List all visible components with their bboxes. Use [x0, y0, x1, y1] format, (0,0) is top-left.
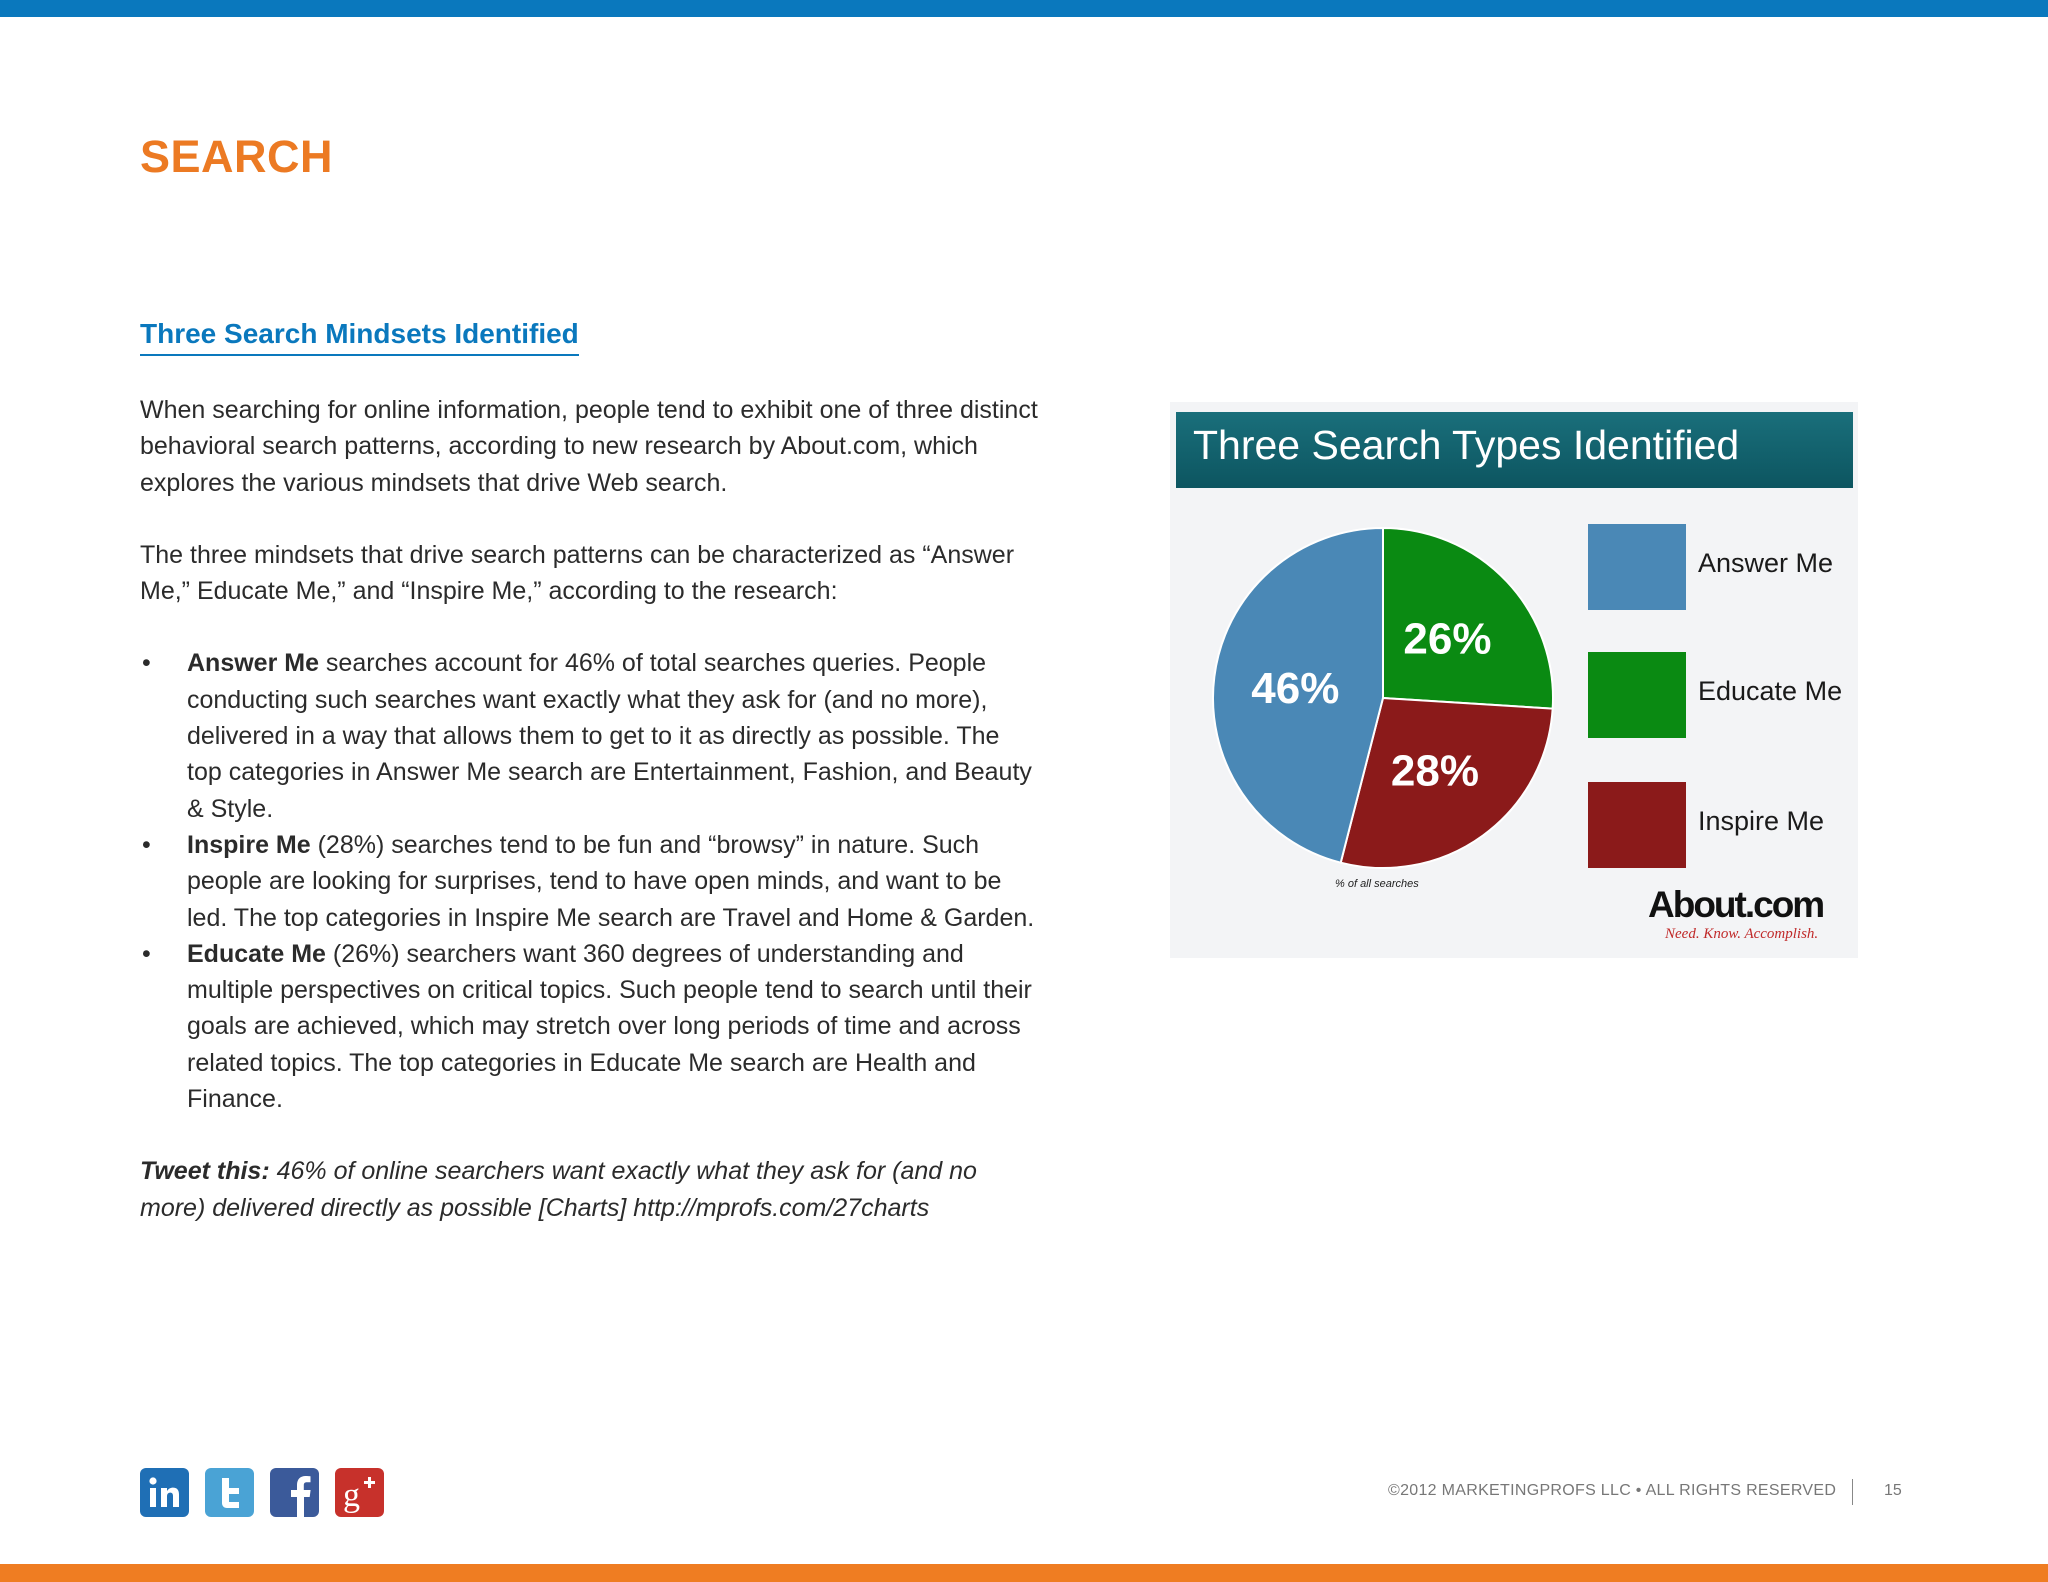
bullet-marker: •: [142, 830, 151, 859]
pie-data-label: 28%: [1390, 746, 1479, 796]
legend-label: Educate Me: [1698, 676, 1843, 706]
article-body: [140, 392, 1040, 1262]
twitter-icon[interactable]: [205, 1468, 254, 1517]
bullet-term: Inspire Me: [187, 830, 311, 859]
about-com-tagline: Need. Know. Accomplish.: [1665, 926, 1819, 942]
page-number: 15: [1884, 1482, 1902, 1499]
legend-swatch: [1588, 524, 1686, 610]
linkedin-icon[interactable]: [140, 1468, 189, 1517]
pie-data-label: 26%: [1403, 614, 1492, 664]
intro-paragraph: When searching for online information, people tend to exhibit one of three distinct behavioral search patterns, according to new research by About.com, which explores the various mindsets that drive Web search.: [140, 396, 1038, 497]
bullet-marker: •: [142, 939, 151, 968]
bullet-marker: •: [142, 649, 151, 678]
facebook-icon[interactable]: [270, 1468, 319, 1517]
tweet-label: Tweet this:: [140, 1157, 270, 1186]
tweet-callout: [140, 1153, 1040, 1226]
svg-text:g: g: [343, 1477, 360, 1514]
mindset-list: [140, 645, 1040, 1117]
section-title: SEARCH: [140, 131, 334, 182]
footer-divider: [1852, 1479, 1853, 1505]
bottom-accent-bar: [0, 1564, 2048, 1582]
footer-copyright: ©2012 MARKETINGPROFS LLC • ALL RIGHTS RESERVED: [1388, 1482, 1837, 1499]
chart-title: Three Search Types Identified: [1193, 422, 1740, 468]
bullet-text: (26%) searchers want 360 degrees of understanding and multiple perspectives on critical topics. Such people tend to search until their goals are achieved, which may stretch over long periods of time and across related topics. The top categories in Educate Me search are Health and Finance.: [187, 939, 1032, 1114]
bullet-text: (28%) searches tend to be fun and “browsy” in nature. Such people are looking for surprises, tend to have open minds, and want to be led. The top categories in Inspire Me search are Travel and Home & Garden.: [187, 830, 1035, 932]
list-item: [140, 936, 1040, 1117]
legend-label: Inspire Me: [1698, 806, 1825, 836]
about-com-logo: About.com: [1648, 884, 1824, 925]
mindsets-paragraph: The three mindsets that drive search patterns can be characterized as “Answer Me,” Educate Me,” and “Inspire Me,” according to the research:: [140, 540, 1015, 606]
bullet-term: Educate Me: [187, 939, 326, 968]
tweet-text: 46% of online searchers want exactly what they ask for (and no more) delivered directly as possible [Charts] http://mprofs.com/27charts: [140, 1157, 977, 1222]
pie-chart-figure: [1170, 402, 1858, 958]
list-item: [140, 645, 1040, 826]
chart-footnote: % of all searches: [1335, 878, 1419, 890]
pie-data-label: 46%: [1251, 663, 1340, 713]
legend-swatch: [1588, 652, 1686, 738]
bullet-text: searches account for 46% of total searches queries. People conducting such searches want exactly what they ask for (and no more), delivered in a way that allows them to get to it as directly as possible. The top categories in Answer Me search are Entertainment, Fashion, and Beauty & Style.: [187, 649, 1032, 823]
legend-item-educate-me: [1588, 652, 1858, 738]
list-item: [140, 827, 1040, 936]
legend-item-answer-me: [1588, 524, 1858, 610]
legend-item-inspire-me: [1588, 782, 1858, 868]
legend-label: Answer Me: [1698, 548, 1834, 578]
google-plus-icon[interactable]: [335, 1468, 384, 1517]
legend-swatch: [1588, 782, 1686, 868]
bullet-term: Answer Me: [187, 649, 319, 678]
article-subheading: Three Search Mindsets Identified: [140, 318, 579, 356]
top-accent-bar: [0, 0, 2048, 17]
